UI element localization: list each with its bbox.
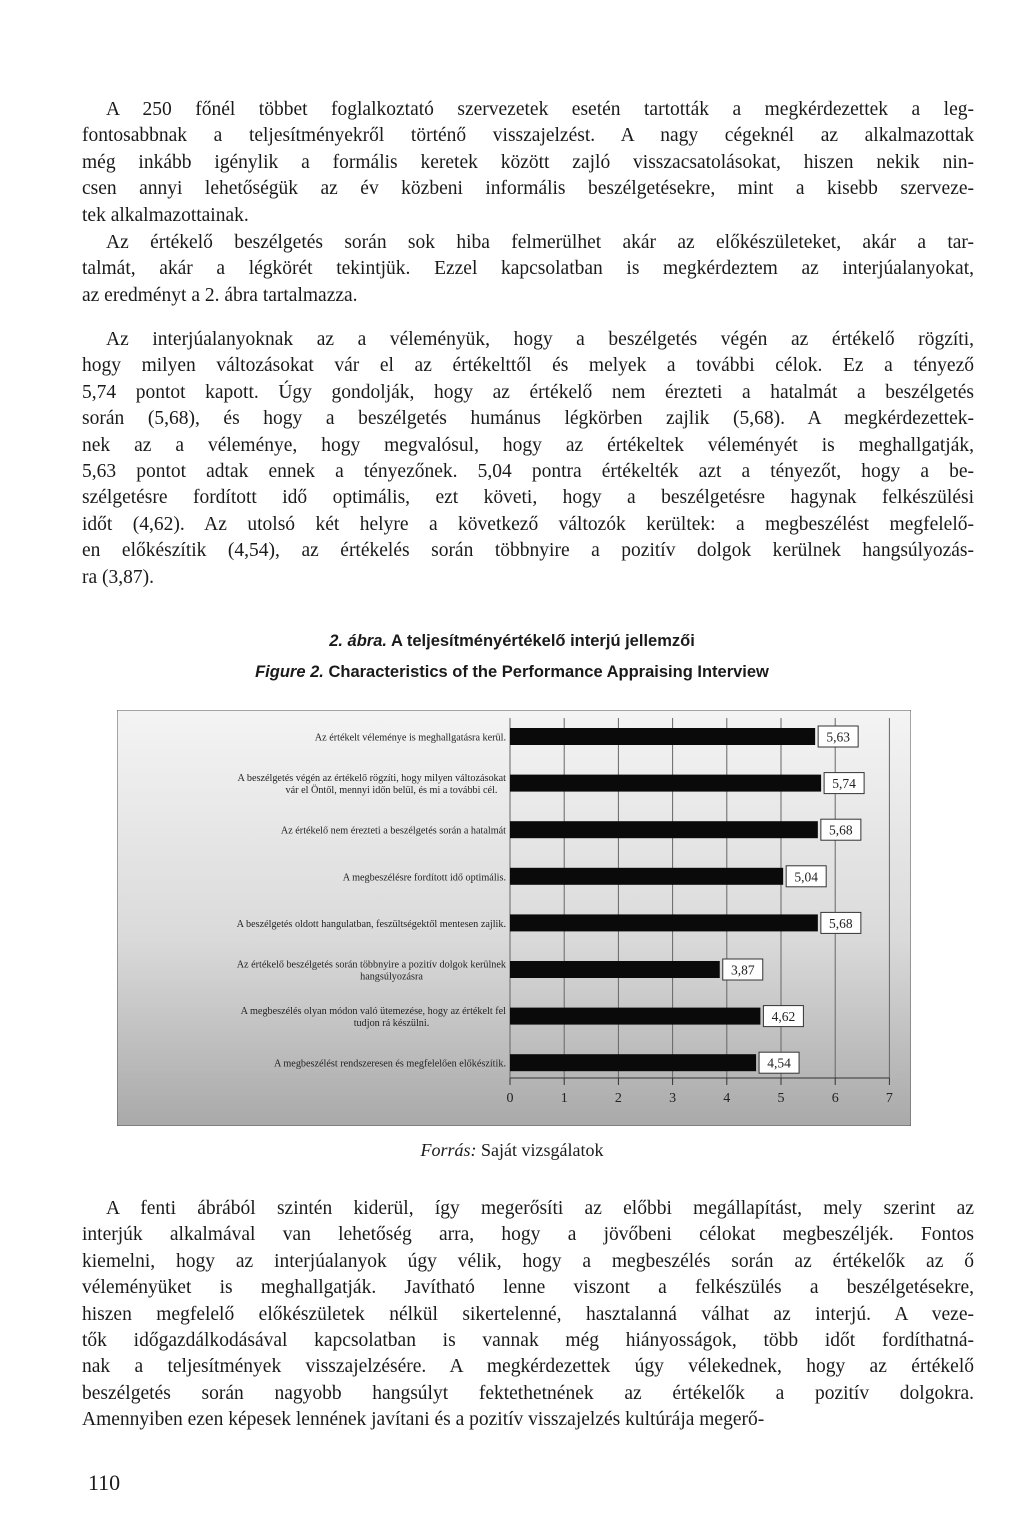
text-line: során (5,68), és hogy a beszélgetés humánus légkörben zajlik (5,68). A megkérdezettek- bbox=[82, 408, 974, 430]
category-label: Az értékelő beszélgetés során többnyire a pozitív dolgok kerülnek bbox=[236, 959, 506, 971]
x-tick-label: 4 bbox=[723, 1091, 731, 1106]
paragraph-3 bbox=[82, 327, 974, 591]
figure-number-en: Figure 2. bbox=[255, 663, 324, 681]
text-line: szélgetésre fordított idő optimális, ezt követi, hogy a beszélgetésre hagynak felkészülési bbox=[82, 487, 974, 509]
paragraph-1 bbox=[82, 97, 974, 229]
x-tick-label: 1 bbox=[560, 1091, 568, 1106]
text-line: az eredményt a 2. ábra tartalmazza. bbox=[82, 284, 358, 306]
figure-number-hu: 2. ábra. bbox=[329, 632, 387, 650]
text-line: Amennyiben ezen képesek lennének javítani és a pozitív visszajelzés kultúrája megerő- bbox=[82, 1409, 765, 1431]
text-line: hiszen megfelelő előkészületek nélkül sikertelenné, hasztalanná válhat az interjú. A veze- bbox=[82, 1303, 974, 1325]
x-tick-label: 2 bbox=[614, 1091, 622, 1106]
bar bbox=[510, 1054, 756, 1071]
x-tick-label: 0 bbox=[506, 1091, 514, 1106]
value-label: 5,04 bbox=[794, 869, 818, 885]
text-line: A fenti ábrából szintén kiderül, így megerősíti az előbbi megállapítást, mely szerint az bbox=[106, 1198, 974, 1219]
text-line: talmát, akár a légkörét tekintjük. Ezzel kapcsolatban is megkérdeztem az interjúalanyokat, bbox=[82, 258, 974, 280]
text-line: nak a teljesítmények visszajelzésére. A megkérdezettek úgy vélekednek, hogy az értékelő bbox=[82, 1356, 974, 1378]
text-line: még inkább igénylik a formális keretek között zajló visszacsatolásokat, hiszen nekik nin- bbox=[82, 151, 974, 173]
source-text: Saját vizsgálatok bbox=[481, 1140, 604, 1160]
value-label: 5,68 bbox=[829, 822, 853, 838]
text-line: en előkészítik (4,54), az értékelés során többnyire a pozitív dolgok kerülnek hangsúlyozás- bbox=[82, 540, 974, 562]
figure-source bbox=[0, 1140, 1024, 1161]
x-tick-label: 3 bbox=[669, 1091, 677, 1106]
figure-title-hu: A teljesítményértékelő interjú jellemzői bbox=[390, 632, 695, 650]
x-tick-label: 6 bbox=[831, 1091, 839, 1106]
value-label: 3,87 bbox=[730, 962, 755, 978]
bar bbox=[510, 914, 818, 931]
value-label: 4,62 bbox=[771, 1009, 796, 1025]
text-line: véleményüket is meghallgatják. Javítható lenne viszont a felkészülés a beszélgetésekre, bbox=[82, 1277, 974, 1299]
bar-chart bbox=[117, 710, 911, 1126]
text-line: csen annyi lehetőségük az év közbeni informális beszélgetésekre, mint a kisebb szerveze- bbox=[82, 178, 974, 200]
value-label: 5,63 bbox=[826, 729, 850, 745]
bar bbox=[510, 728, 815, 745]
text-line: tek alkalmazottainak. bbox=[82, 204, 249, 226]
text-line: időt (4,62). Az utolsó két helyre a következő változók kerültek: a megbeszélést megfelelő- bbox=[82, 513, 974, 535]
text-line: tők időgazdálkodásával kapcsolatban is vannak még hiányosságok, több időt fordíthatná- bbox=[82, 1330, 974, 1352]
source-label: Forrás: bbox=[420, 1140, 477, 1160]
category-label: Az értékelt véleménye is meghallgatásra kerül. bbox=[314, 732, 506, 744]
category-label: A megbeszélésre fordított idő optimális. bbox=[342, 872, 506, 884]
text-line: 5,74 pontot kapott. Úgy gondolják, hogy az értékelő nem érezteti a hatalmát a beszélgetés bbox=[82, 381, 974, 403]
bar bbox=[510, 961, 720, 978]
category-label: tudjon rá készülni. bbox=[353, 1018, 430, 1030]
category-label: A beszélgetés végén az értékelő rögzíti, hogy milyen változásokat bbox=[237, 773, 506, 785]
figure-caption-hu bbox=[0, 632, 1024, 651]
figure-caption-en bbox=[0, 663, 1024, 682]
text-line: 5,63 pontot adtak ennek a tényezőnek. 5,04 pontra értékelték azt a tényezőt, hogy a be- bbox=[82, 461, 974, 483]
text-line: Az értékelő beszélgetés során sok hiba felmerülhet akár az előkészületeket, akár a tar- bbox=[106, 232, 974, 253]
category-label: Az értékelő nem érezteti a beszélgetés során a hatalmát bbox=[280, 825, 506, 837]
bar bbox=[510, 1008, 760, 1025]
category-label: A megbeszélést rendszeresen és megfelelően előkészítik. bbox=[274, 1058, 506, 1070]
x-tick-label: 5 bbox=[777, 1091, 785, 1106]
text-line: interjúk alkalmával van lehetőség arra, hogy a jövőbeni célokat megbeszéljék. Fontos bbox=[82, 1224, 974, 1246]
bar bbox=[510, 821, 818, 838]
page-number: 110 bbox=[88, 1470, 121, 1495]
text-line: fontosabbnak a teljesítményekről történő visszajelzést. A nagy cégeknél az alkalmazottak bbox=[82, 125, 974, 147]
value-label: 5,68 bbox=[829, 915, 853, 931]
x-tick-label: 7 bbox=[885, 1091, 893, 1106]
value-label: 4,54 bbox=[767, 1055, 791, 1071]
category-label: A beszélgetés oldott hangulatban, feszültségektől mentesen zajlik. bbox=[236, 918, 506, 930]
text-line: hogy milyen változásokat vár el az értékelttől és melyek a további célok. Ez a tényező bbox=[82, 355, 974, 377]
category-label: vár el Öntől, mennyi időn belül, és mi a további cél. bbox=[285, 785, 498, 797]
bar bbox=[510, 868, 783, 885]
category-label: A megbeszélés olyan módon való ütemezése, hogy az értékelt fel bbox=[240, 1006, 506, 1018]
text-line: kiemelni, hogy az interjúalanyok úgy vélik, hogy a megbeszélés során az értékelők az ő bbox=[82, 1250, 974, 1272]
paragraph-4 bbox=[82, 1196, 974, 1434]
paragraph-2 bbox=[82, 230, 974, 309]
value-label: 5,74 bbox=[832, 776, 856, 792]
text-line: A 250 főnél többet foglalkoztató szervezetek esetén tartották a megkérdezettek a leg- bbox=[106, 99, 974, 120]
text-line: ra (3,87). bbox=[82, 566, 155, 588]
text-line: beszélgetés során nagyobb hangsúlyt fektethetnének az értékelők a pozitív dolgokra. bbox=[82, 1382, 974, 1404]
figure-title-en: Characteristics of the Performance Appraising Interview bbox=[328, 663, 769, 681]
text-line: nek az a véleménye, hogy megvalósul, hogy az értékeltek véleményét is meghallgatják, bbox=[82, 434, 974, 456]
bar bbox=[510, 775, 821, 792]
category-label: hangsúlyozásra bbox=[360, 971, 423, 983]
text-line: Az interjúalanyoknak az a véleményük, hogy a beszélgetés végén az értékelő rögzíti, bbox=[106, 329, 974, 350]
